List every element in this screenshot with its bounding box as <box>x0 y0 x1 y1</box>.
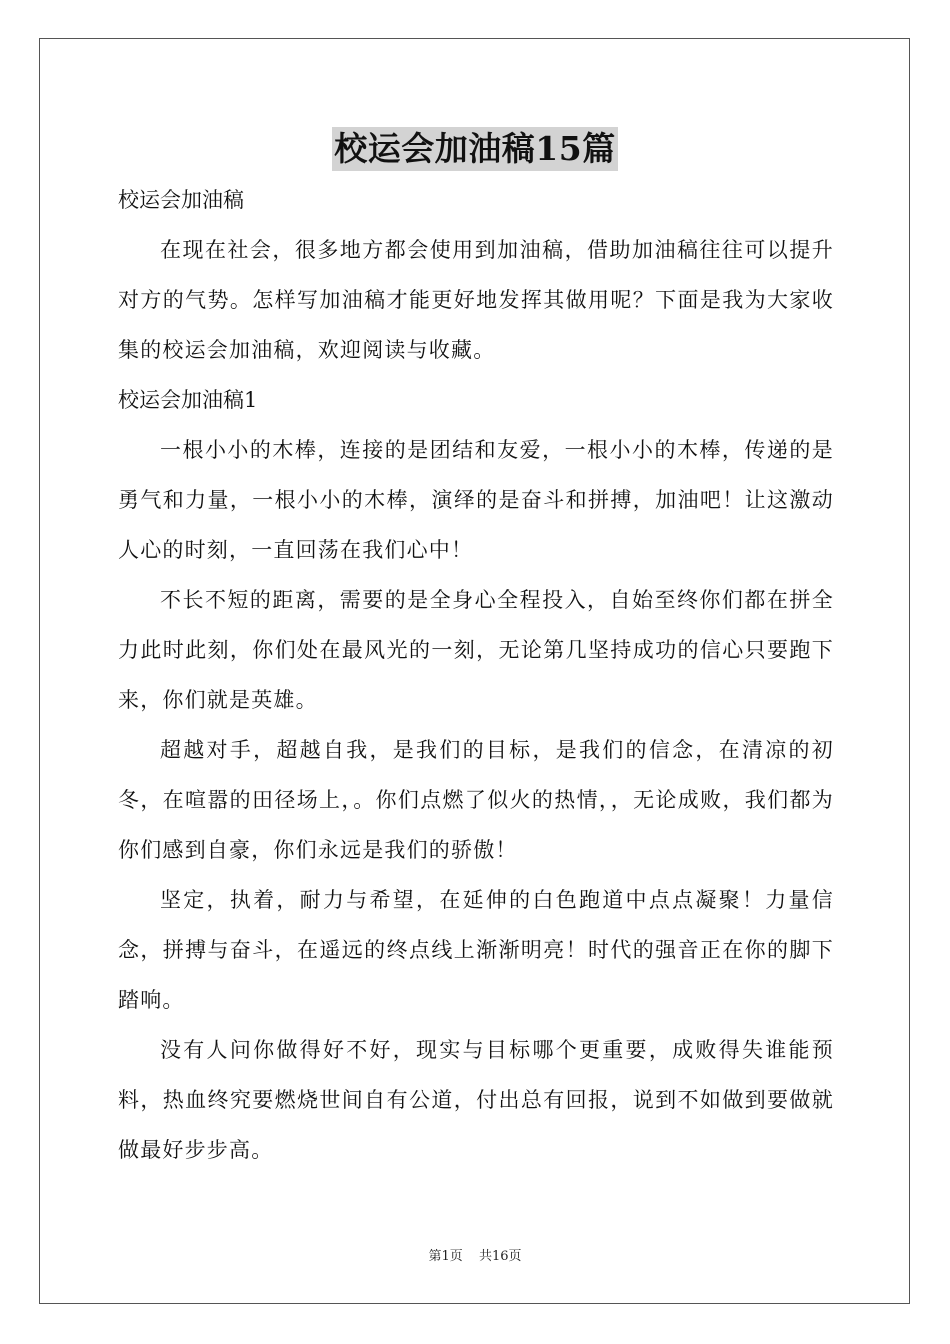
title-container <box>0 127 950 171</box>
paragraph: 一根小小的木棒，连接的是团结和友爱，一根小小的木棒，传递的是勇气和力量，一根小小的木棒，演绎的是奋斗和拼搏，加油吧！让这激动人心的时刻，一直回荡在我们心中！ <box>118 438 834 562</box>
paragraph: 坚定，执着，耐力与希望，在延伸的白色跑道中点点凝聚！力量信念，拼搏与奋斗，在遥远的终点线上渐渐明亮！时代的强音正在你的脚下踏响。 <box>118 888 834 1012</box>
paragraph: 不长不短的距离，需要的是全身心全程投入，自始至终你们都在拼全力此时此刻，你们处在最风光的一刻，无论第几坚持成功的信心只要跑下来，你们就是英雄。 <box>118 588 834 712</box>
page-footer <box>0 1245 950 1264</box>
intro-paragraph: 在现在社会，很多地方都会使用到加油稿，借助加油稿往往可以提升对方的气势。怎样写加油稿才能更好地发挥其做用呢？下面是我为大家收集的校运会加油稿，欢迎阅读与收藏。 <box>118 238 834 362</box>
paragraph: 超越对手，超越自我，是我们的目标，是我们的信念，在清凉的初冬，在喧嚣的田径场上，。你们点燃了似火的热情，，无论成败，我们都为你们感到自豪，你们永远是我们的骄傲！ <box>118 738 834 862</box>
intro-heading: 校运会加油稿 <box>118 188 244 212</box>
section-heading: 校运会加油稿1 <box>118 388 258 412</box>
document-body <box>118 175 834 1175</box>
paragraph: 没有人问你做得好不好，现实与目标哪个更重要，成败得失谁能预料，热血终究要燃烧世间自有公道，付出总有回报，说到不如做到要做就做最好步步高。 <box>118 1038 834 1162</box>
page-total: 共16页 <box>478 1249 522 1264</box>
page-number: 第1页 <box>428 1249 463 1264</box>
document-title: 校运会加油稿15篇 <box>332 127 617 171</box>
